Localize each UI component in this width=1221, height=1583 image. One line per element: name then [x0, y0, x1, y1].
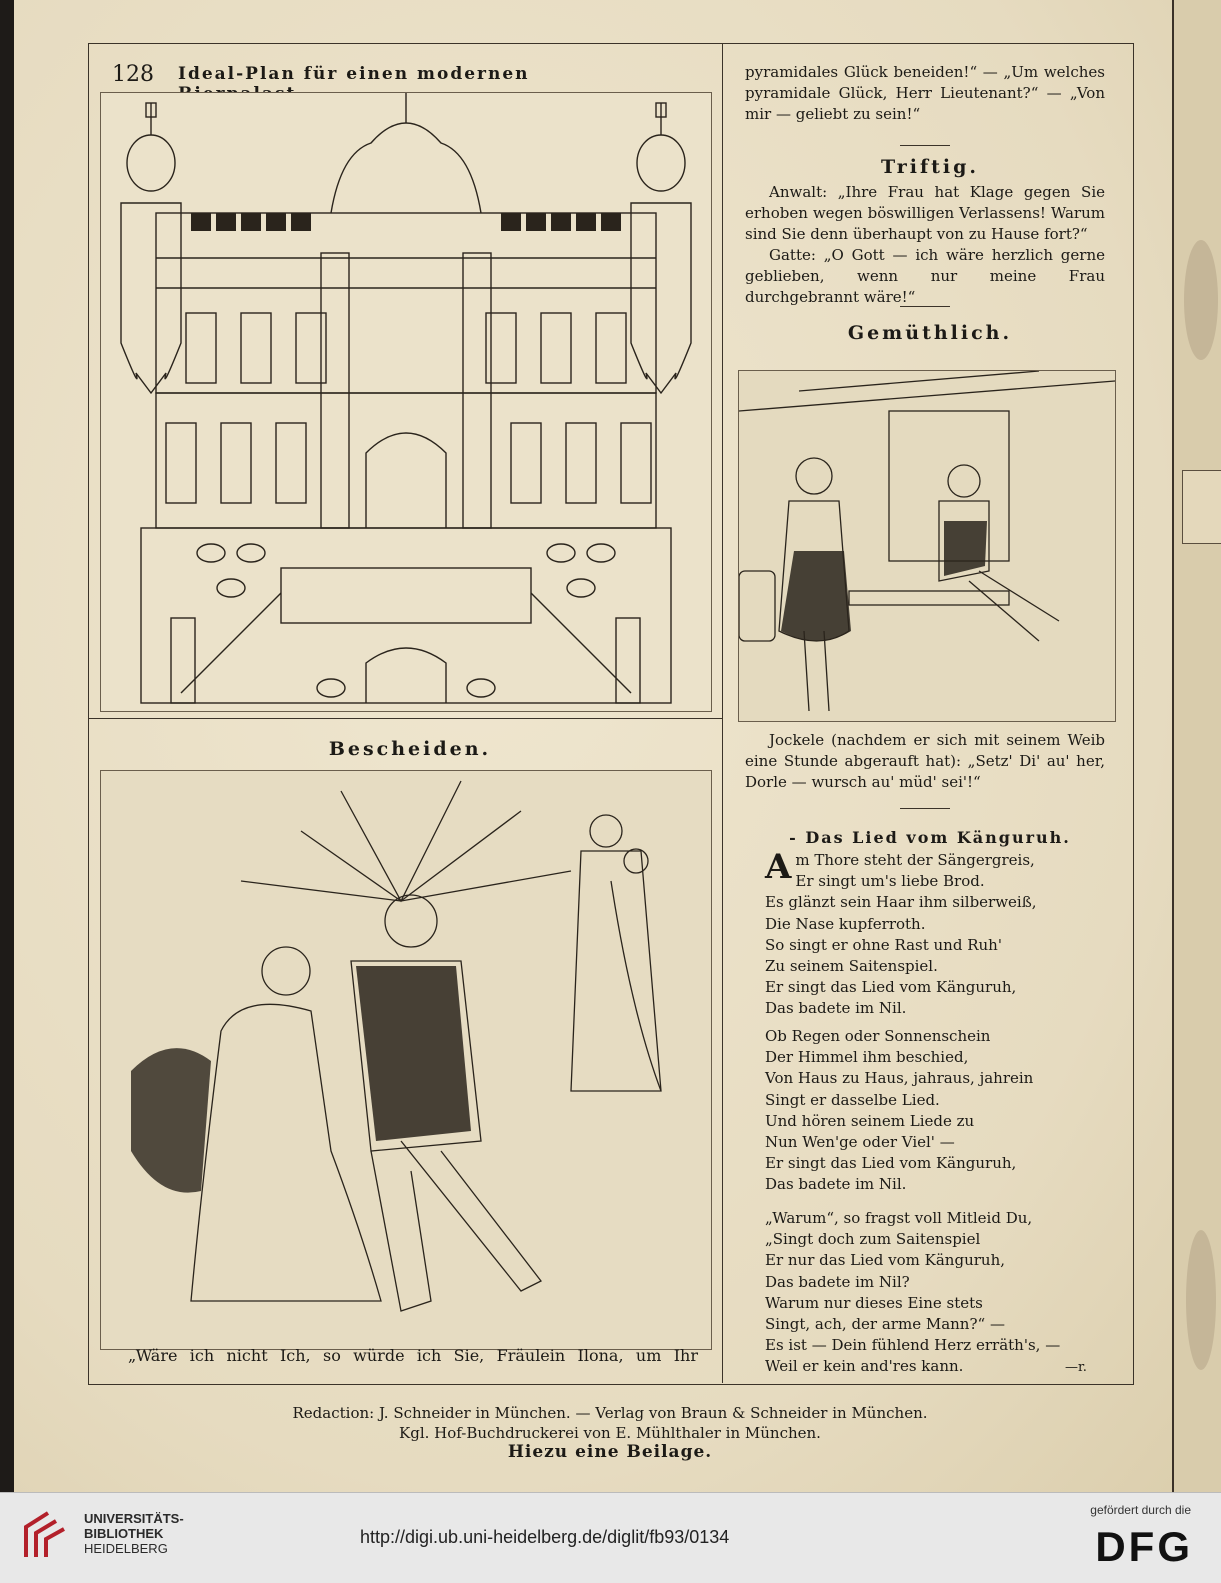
poem-line: Und hören seinem Liede zu: [765, 1111, 975, 1130]
poem-line: Er singt um's liebe Brod.: [795, 872, 985, 891]
poem-line: „Warum“, so fragst voll Mitleid Du,: [765, 1209, 1033, 1227]
poem-line: Das badete im Nil?: [765, 1272, 910, 1291]
drop-cap: A: [765, 847, 792, 887]
poem-line: Singt, ach, der arme Mann?“ —: [765, 1315, 1005, 1334]
imprint-line-1: Redaction: J. Schneider in München. — Verlag von Braun & Schneider in München.: [292, 1404, 928, 1422]
poem-line: Nun Wen'ge oder Viel' —: [765, 1133, 955, 1152]
poem-line: Singt er dasselbe Lied.: [765, 1090, 940, 1109]
poem-line: Er nur das Lied vom Känguruh,: [765, 1251, 1005, 1270]
poem-line: So singt er ohne Rast und Ruh': [765, 935, 1002, 954]
plan-title: Ideal-Plan für einen modernen: [178, 64, 530, 84]
poem-line: Das badete im Nil.: [765, 999, 907, 1018]
adjacent-page-edge: [1172, 0, 1221, 1492]
tavern-drawing: [739, 371, 1115, 721]
poem-line: Es glänzt sein Haar ihm silberweiß,: [765, 893, 1037, 912]
logo-line-1: UNIVERSITÄTS-: [84, 1511, 184, 1526]
beer-palace-drawing: [101, 93, 711, 711]
triftig-paragraph-2: Gatte: „O Gott — ich wäre herzlich gerne geblieben, wenn nur meine Frau durchgebrannt wäre!“: [745, 246, 1105, 306]
tavern-illustration: [738, 370, 1116, 722]
poem-line: Weil er kein and'res kann.: [765, 1357, 964, 1376]
rule: [900, 306, 950, 307]
logo-line-2: BIBLIOTHEK: [84, 1526, 164, 1541]
triftig-text: [745, 182, 1105, 308]
poem-title: - Das Lied vom Känguruh.: [789, 828, 1071, 847]
poem-line: Ob Regen oder Sonnenschein: [765, 1027, 991, 1045]
page-number: 128: [112, 62, 154, 87]
triftig-paragraph-1: Anwalt: „Ihre Frau hat Klage gegen Sie erhoben wegen böswilligen Verlassens! Warum sind Sie denn überhaupt von zu Hause fort?“: [745, 183, 1105, 243]
poem-line: m Thore steht der Sängergreis,: [795, 851, 1035, 869]
poem-line: Von Haus zu Haus, jahraus, jahrein: [765, 1069, 1034, 1088]
poem-line: Er singt das Lied vom Känguruh,: [765, 978, 1017, 997]
section-divider: [88, 718, 722, 719]
poem-line: Warum nur dieses Eine stets: [765, 1293, 983, 1312]
poem-stanza-2: [765, 1026, 1105, 1196]
funding-label: gefördert durch die: [1090, 1503, 1191, 1517]
column-divider: [722, 43, 723, 1383]
bescheiden-caption: „Wäre ich nicht Ich, so würde ich Sie, Fräulein Ilona, um Ihr: [128, 1346, 698, 1365]
ballroom-drawing: [101, 771, 711, 1349]
viewer-footer-bar: [0, 1492, 1221, 1583]
poem-line: Das badete im Nil.: [765, 1175, 907, 1194]
supplement-note: Hiezu eine Beilage.: [507, 1442, 713, 1462]
bescheiden-heading: Bescheiden.: [328, 738, 492, 760]
university-logo-text[interactable]: [84, 1511, 184, 1556]
ballroom-illustration: [100, 770, 712, 1350]
university-logo-icon[interactable]: [20, 1507, 76, 1563]
imprint-line-2: Kgl. Hof-Buchdruckerei von E. Mühlthaler in München.: [399, 1424, 821, 1442]
poem-line: Zu seinem Saitenspiel.: [765, 957, 938, 976]
poem-stanza-1: [765, 847, 1105, 1020]
triftig-heading: Triftig.: [880, 156, 980, 178]
poem-line: Es ist — Dein fühlend Herz erräth's, —: [765, 1336, 1061, 1355]
dfg-logo[interactable]: DFG: [1095, 1523, 1193, 1570]
pyramidal-text: pyramidales Glück beneiden!“ — „Um welches pyramidale Glück, Herr Lieutenant?“ — „Von mir — geliebt zu sein!“: [745, 63, 1105, 123]
poem-line: Der Himmel ihm beschied,: [765, 1048, 969, 1067]
permalink-url[interactable]: http://digi.ub.uni-heidelberg.de/diglit/fb93/0134: [360, 1527, 730, 1547]
poem-signature: —r.: [1065, 1360, 1087, 1375]
rule: [900, 808, 950, 809]
logo-line-3: HEIDELBERG: [84, 1541, 168, 1556]
gemuthlich-heading: Gemüthlich.: [847, 322, 1013, 344]
poem-stanza-3: [765, 1208, 1105, 1378]
rule: [900, 145, 950, 146]
poem-line: Die Nase kupferroth.: [765, 914, 926, 933]
beer-palace-illustration: [100, 92, 712, 712]
poem-line: Er singt das Lied vom Känguruh,: [765, 1154, 1017, 1173]
adjacent-page-notice-box: [1182, 470, 1221, 544]
poem-line: „Singt doch zum Saitenspiel: [765, 1230, 981, 1249]
jockele-text: Jockele (nachdem er sich mit seinem Weib eine Stunde abgerauft hat): „Setz' Di' au' her, Dorle — wursch au' müd' sei'!“: [745, 731, 1105, 791]
